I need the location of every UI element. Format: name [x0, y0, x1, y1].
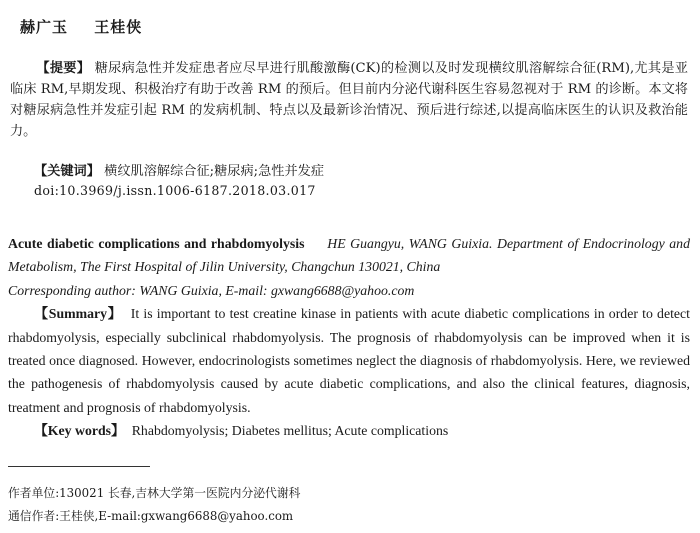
corresponding-author: Corresponding author: WANG Guixia, E-mail: gxwang6688@yahoo.com	[8, 282, 415, 298]
english-abstract-block	[8, 232, 690, 443]
chinese-keywords	[34, 161, 324, 182]
author-name: 王桂侠	[94, 18, 143, 36]
english-title-line	[8, 232, 690, 279]
english-authors-affiliation: HE Guangyu, WANG Guixia. Department of Endocrinology and Metabolism, The First Hospital of Jilin University, Changchun 130021, China	[8, 236, 690, 275]
abstract-label: 【提要】	[36, 61, 91, 76]
keywords-text: Rhabdomyolysis; Diabetes mellitus; Acute complications	[131, 423, 449, 439]
doi: doi:10.3969/j.issn.1006-6187.2018.03.017	[34, 183, 316, 198]
summary-label: 【Summary】	[34, 306, 123, 322]
keywords-label: 【关键词】	[34, 164, 100, 179]
english-keywords	[8, 419, 690, 442]
correspondence-footnote: 通信作者:王桂侠,E-mail:gxwang6688@yahoo.com	[8, 509, 294, 523]
keywords-text: 横纹肌溶解综合征;糖尿病;急性并发症	[104, 164, 325, 179]
footnote-divider	[8, 466, 150, 467]
chinese-author-list	[20, 16, 162, 37]
summary-text: It is important to test creatine kinase in patients with acute diabetic complications in order to detect rhabdomyolysis, especially subclinical rhabdomyolysis. The prognosis of rhabdomyolysis can be improved when it is treated once diagnosed. However, endocrinologists sometimes neglect the diagnosis of rhabdomyolysis. Here, we reviewed the pathogenesis of rhabdomyolysis caused by acute diabetic complications, and also the clinical features, diagnosis, treatment and prognosis of rhabdomyolysis.	[8, 306, 690, 415]
keywords-label: 【Key words】	[34, 423, 125, 439]
author-name: 赫广玉	[20, 18, 69, 36]
chinese-abstract	[10, 58, 688, 142]
english-summary	[8, 302, 690, 419]
abstract-text: 糖尿病急性并发症患者应尽早进行肌酸激酶(CK)的检测以及时发现横纹肌溶解综合征(RM),尤其是亚临床 RM,早期发现、积极治疗有助于改善 RM 的预后。但目前内分泌代谢科医生容易忽视对于 RM 的诊断。本文将对糖尿病急性并发症引起 RM 的发病机制、特点以及最新诊治情况、预后进行综述,以提高临床医生的认识及救治能力。	[10, 61, 688, 139]
affiliation-footnote: 作者单位:130021 长春,吉林大学第一医院内分泌代谢科	[8, 486, 301, 500]
english-title: Acute diabetic complications and rhabdomyolysis	[8, 236, 305, 251]
